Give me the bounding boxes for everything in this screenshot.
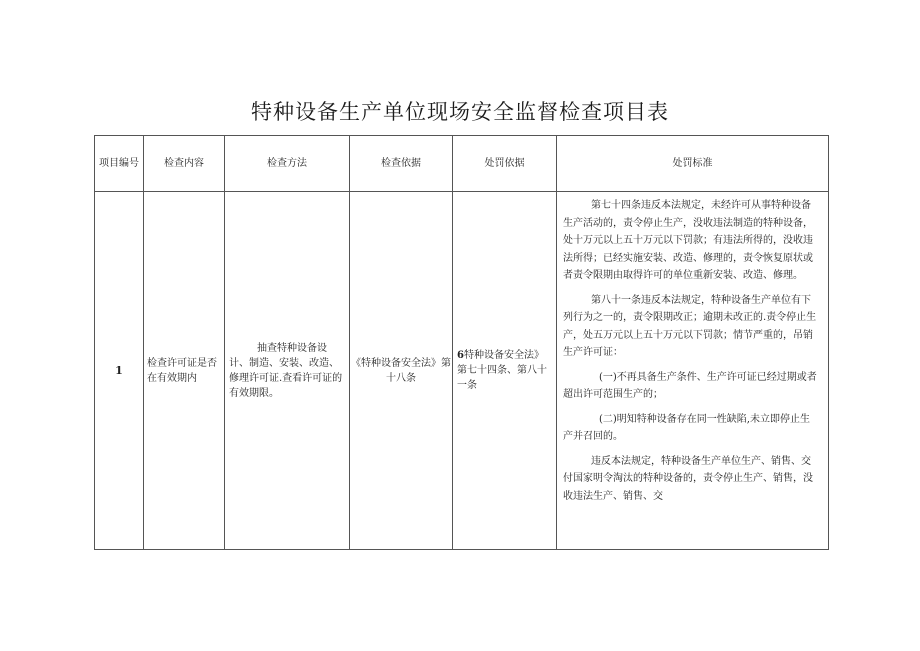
document-title: 特种设备生产单位现场安全监督检查项目表 bbox=[251, 100, 669, 124]
standard-paragraph-art74: 第七十四条违反本法规定，未经许可从事特种设备生产活动的，责令停止生产，没收违法制造的特种设备，处十万元以上五十万元以下罚款；有违法所得的，没收违法所得；已经实施安装、改造、修理的，责令恢复原状或者责令限期由取得许可的单位重新安装、改造、修理。 bbox=[563, 200, 813, 281]
header-penalty-basis: 处罚依据 bbox=[453, 136, 557, 192]
header-penalty-standard: 处罚标准 bbox=[557, 136, 829, 192]
standard-paragraph-art81: 第八十一条违反本法规定，特种设备生产单位有下列行为之一的，责令限期改正；逾期未改正的.责令停止生产，处五万元以上五十万元以下罚款；情节严重的，吊销生产许可证： bbox=[563, 294, 817, 358]
standard-item-2: (二)明知特种设备存在同一性缺陷,未立即停止生产并召回的。 bbox=[563, 413, 810, 442]
header-item-number: 项目编号 bbox=[95, 136, 144, 192]
penalty-basis-text: 特种设备安全法》第七十四条、第八十一条 bbox=[457, 350, 547, 391]
row-check-basis: 《特种设备安全法》第十八条 bbox=[350, 192, 453, 550]
table-header-row bbox=[95, 136, 829, 192]
standard-item-1: (一)不再具备生产条件、生产许可证已经过期或者超出许可范围生产的； bbox=[563, 371, 817, 400]
row-penalty-standard bbox=[557, 192, 829, 550]
row-check-method-text: 抽查特种设备设计、制造、安装、改造、修理许可证.查看许可证的有效期限。 bbox=[229, 342, 343, 399]
row-check-content: 检查许可证是否在有效期内 bbox=[144, 192, 225, 550]
row-item-number: 1 bbox=[95, 192, 144, 550]
penalty-basis-number: 6 bbox=[457, 350, 464, 361]
row-penalty-basis bbox=[453, 192, 557, 550]
standard-paragraph-eliminated: 违反本法规定，特种设备生产单位生产、销售、交付国家明令淘汰的特种设备的，责令停止生产、销售，没收违法生产、销售、交 bbox=[563, 455, 813, 502]
inspection-table bbox=[94, 135, 829, 550]
row-check-method bbox=[225, 192, 350, 550]
header-check-basis: 检查依据 bbox=[350, 136, 453, 192]
header-check-content: 检查内容 bbox=[144, 136, 225, 192]
table-row bbox=[95, 192, 829, 550]
header-check-method: 检查方法 bbox=[225, 136, 350, 192]
